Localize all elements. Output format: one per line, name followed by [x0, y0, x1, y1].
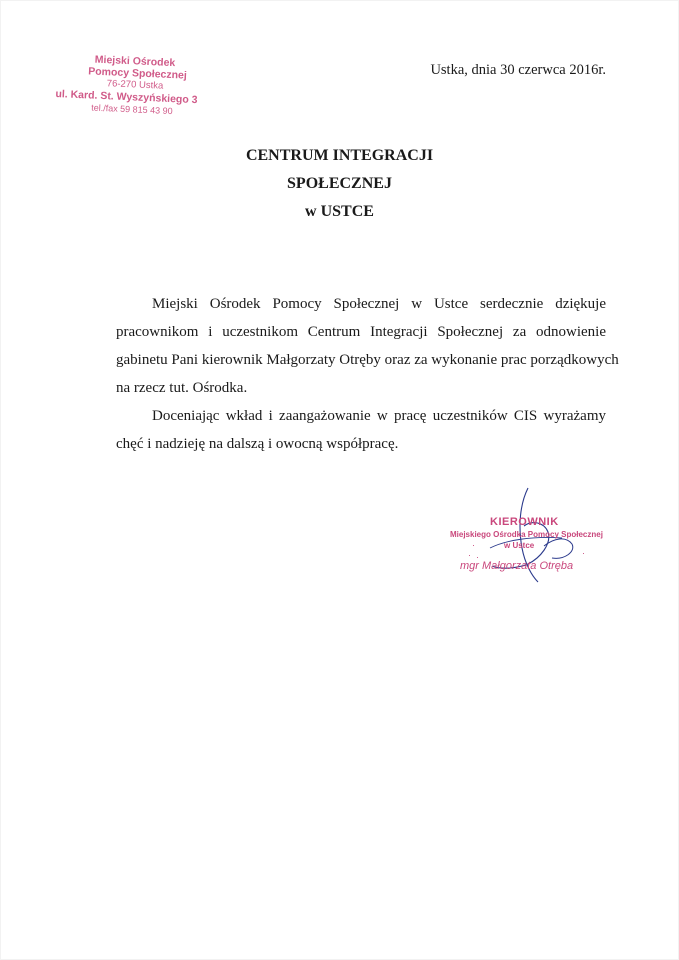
- stamp-speck: ·: [582, 548, 585, 558]
- paragraph-2: [116, 402, 606, 458]
- paragraph-2-line-2: chęć i nadzieję na dalszą i owocną współpracę.: [116, 436, 399, 452]
- stamp-line-name: Miejski Ośrodek: [94, 53, 176, 70]
- heading-line-1: CENTRUM INTEGRACJI: [245, 147, 434, 164]
- signature-stamp-title: KIEROWNIK: [490, 516, 559, 528]
- stamp-line-name-2: Pomocy Społecznej: [87, 65, 188, 82]
- signature-stamp: [432, 486, 612, 586]
- letter-body: [116, 290, 619, 458]
- stamp-speck: ·: [476, 552, 479, 562]
- paragraph-1-line-3: gabinetu Pani kierownik Małgorzaty Otręby oraz za wykonanie prac porządkowych: [116, 352, 619, 368]
- heading-line-2: SPOŁECZNEJ: [287, 175, 392, 192]
- paragraph-2-line-1: Doceniając wkład i zaangażowanie w pracę uczestników CIS wyrażamy: [152, 408, 606, 424]
- stamp-speck: ·: [472, 540, 475, 550]
- stamp-line-street: ul. Kard. St. Wyszyńskiego 3: [55, 87, 198, 107]
- paragraph-1-line-2: pracownikom i uczestnikom Centrum Integracji Społecznej za odnowienie: [116, 324, 606, 340]
- signature-stamp-name: mgr Małgorzata Otręba: [460, 560, 574, 572]
- heading-line-3: w USTCE: [305, 203, 374, 220]
- paragraph-1-line-4: na rzecz tut. Ośrodka.: [116, 380, 248, 396]
- stamp-line-postcode: 76-270 Ustka: [106, 78, 164, 92]
- paragraph-1: [116, 290, 619, 402]
- signature-stamp-line-2: w Ustce: [504, 541, 535, 550]
- paragraph-1-line-1: Miejski Ośrodek Pomocy Społecznej w Ustce serdecznie dziękuje: [152, 296, 606, 312]
- stamp-line-phone: tel./fax 59 815 43 90: [90, 102, 173, 117]
- signature-stamp-line-1: Miejskiego Ośrodka Pomocy Społecznej: [450, 530, 603, 539]
- stamp-speck: ·: [468, 550, 471, 560]
- institution-stamp: [49, 52, 201, 118]
- recipient-heading: [0, 142, 679, 226]
- letter-date: Ustka, dnia 30 czerwca 2016r.: [430, 62, 606, 78]
